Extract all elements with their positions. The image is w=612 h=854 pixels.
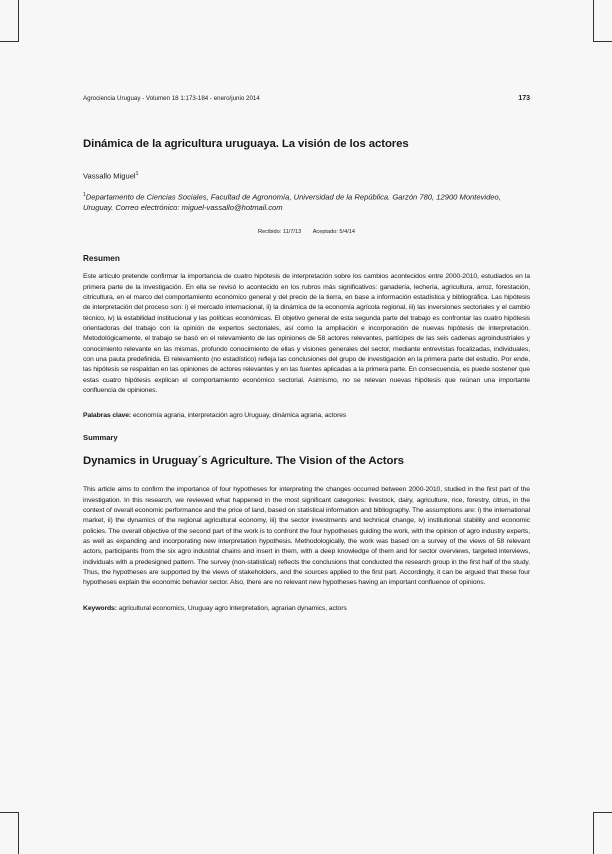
- resumen-heading: Resumen: [83, 254, 120, 264]
- journal-citation: Agrociencia Uruguay - Volumen 18 1:173-184 - enero/junio 2014: [83, 95, 260, 102]
- affiliation-superscript: 1: [83, 191, 86, 198]
- crop-mark: [594, 812, 612, 813]
- resumen-text: Este artículo pretende confirmar la importancia de cuatro hipótesis de interpretación sobre los cambios acontecidos entre 2000-2010, estudiados en la primera parte de la investigación. En ella se revisó lo acontecido en los rubros más significativos: ganadería, lechería, agricultura, arroz, forestación, citricultura, en el marco del comportamiento económico general y del precio de la tierra, en base a información estadística y bibliográfica. Las hipótesis de interpretación del proceso son: i) el mercado internacional, ii) la dinámica de la economía agrícola regional, iii) las inversiones sectoriales y el cambio técnico, iv) la estabilidad institucional y las políticas económicas. El objetivo general de esta segunda parte del trabajo es confrontar las cuatro hipótesis orientadoras del trabajo con la opinión de expertos sectoriales, así como la ampliación e incorporación de nuevas hipótesis de interpretación. Metodológicamente, el trabajo se basó en el relevamiento de las opiniones de 58 actores relevantes, partícipes de las seis cadenas agroindustriales y conocimiento relevante en las mismas, profundo conocimiento de ellas y visiones generales del sector, mediante entrevistas focalizadas, individuales, con una pauta predefinida. El relevamiento (no estadístico) refleja las conclusiones del grupo de investigación en la primera parte del estudio. Por ende, las hipótesis se respaldan en las opiniones de actores relevantes y en las fuentes aplicadas a la primera parte. En consecuencia, es puede sostener que estas cuatro hipótesis explican el comportamiento económico sectorial. Asimismo, no se relevan nuevas hipótesis que reúnan una importante confluencia de opiniones.: [83, 273, 530, 395]
- summary-text: This article aims to confirm the importance of four hypotheses for interpreting the changes occurred between 2000-2010, studied in the first part of the investigation. In this research, we reviewed what happened in the most significant categories: livestock, dairy, agriculture, rice, forestry, citrus, in the context of overall economic performance and the price of land, based on statistical information and bibliography. The assumptions are: i) the international market, ii) the dynamics of the regional agricultural economy, iii) the sector investments and technical change, iv) institutional stability and economic policies. The overall objective of the second part of the work is to confront the four hypotheses guiding the work, with the opinion of agro industry experts, as well as expanding and incorporating new interpretation hypothesis. Methodologically, the work was based on a survey of the views of 58 relevant actors, participants from the six agro industrial chains and insert in them, with a deep knowledge of them and for sector overviews, targeted interviews, individuals with a predesigned pattern. The survey (non-statistical) reflects the conclusions that conducted the research group in the first half of the study. Thus, the hypotheses are supported by the views of stakeholders, and the sources applied to the first part. Accordingly, it can be argued that these four hypotheses explain the economic behavior sector. Also, there are no relevant new hypotheses having an important confluence of opinions.: [83, 486, 530, 587]
- accepted-date: Aceptado: 5/4/14: [312, 229, 355, 236]
- dates-line: [83, 229, 530, 235]
- crop-mark: [593, 0, 594, 42]
- author-name: Vassallo Miguel: [83, 171, 136, 181]
- running-header: [83, 95, 530, 102]
- received-date: Recibido: 11/7/13: [258, 229, 302, 236]
- article-title-en: Dynamics in Uruguay´s Agriculture. The Vision of the Actors: [83, 455, 404, 468]
- crop-mark: [0, 812, 18, 813]
- palabras-clave-text: economía agraria, interpretación agro Uruguay, dinámica agraria, actores: [131, 412, 347, 420]
- palabras-clave: [83, 411, 530, 421]
- page-number: 173: [518, 95, 530, 102]
- summary-heading: Summary: [83, 433, 118, 443]
- affiliation: [83, 190, 530, 214]
- author-superscript: 1: [135, 171, 139, 177]
- author-line: [83, 171, 530, 181]
- keywords-label: Keywords:: [83, 604, 117, 612]
- crop-mark: [18, 0, 19, 42]
- crop-mark: [18, 812, 19, 854]
- crop-mark: [0, 41, 18, 42]
- keywords: [83, 604, 530, 614]
- crop-mark: [593, 812, 594, 854]
- palabras-clave-label: Palabras clave:: [83, 412, 132, 420]
- article-title-es: Dinámica de la agricultura uruguaya. La visión de los actores: [83, 138, 409, 150]
- article-page: [83, 95, 530, 626]
- crop-mark: [594, 41, 612, 42]
- affiliation-text: Departamento de Ciencias Sociales, Facultad de Agronomía, Universidad de la República. Garzón 780, 12900 Montevideo, Uruguay. Correo electrónico: miguel-vassallo@hotmail.com: [83, 192, 501, 212]
- keywords-text: agricultural economics, Uruguay agro interpretation, agrarian dynamics, actors: [116, 604, 347, 612]
